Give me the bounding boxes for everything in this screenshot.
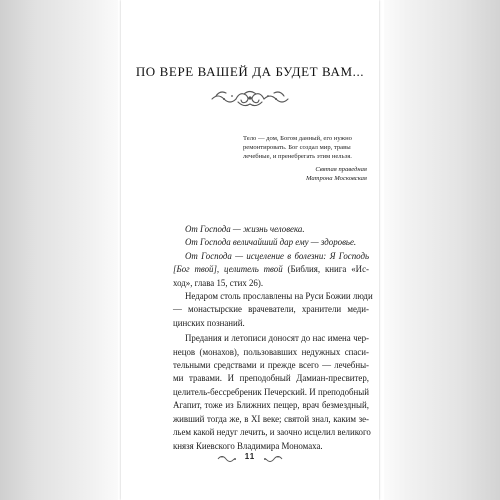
page-footer bbox=[217, 451, 283, 467]
paragraph-line: живший тогда же, в XI веке; святой знал, каким зе- bbox=[173, 413, 369, 424]
quote-line: От Господа — жизнь человека. bbox=[185, 224, 305, 234]
epigraph-attribution bbox=[243, 165, 367, 183]
paragraph-line: ми травами. И преподобный Дамиан-пресвитер, bbox=[173, 373, 369, 384]
quote-line bbox=[173, 263, 369, 276]
paragraph-line: целитель-бессребреник Печерский. И преподобный bbox=[173, 386, 369, 397]
decorative-swirl-icon bbox=[263, 454, 283, 464]
body-text bbox=[173, 223, 373, 453]
adjacent-page-right bbox=[384, 0, 500, 500]
paragraph-line: Предания и летописи доносят до нас имена чер- bbox=[185, 333, 369, 344]
paragraph-line: Агапит, тоже из Ближних пещер, врач безмездный, bbox=[173, 400, 369, 411]
epigraph-text bbox=[243, 134, 367, 162]
epigraph-line: лечебные, и пренебрегать этим нельзя. bbox=[243, 153, 352, 161]
decorative-flourish-icon bbox=[210, 89, 290, 109]
epigraph-line: Тело — дом, Богом данный, его нужно bbox=[243, 135, 352, 142]
adjacent-page-left bbox=[0, 0, 118, 500]
paragraph-line: тельными средствами и прежде всего — лечебны- bbox=[173, 360, 369, 371]
paragraph-line: Недаром столь прославлены на Руси Божии люди bbox=[185, 291, 373, 302]
quote-line: От Господа величайший дар ему — здоровье. bbox=[185, 237, 357, 248]
decorative-swirl-icon bbox=[217, 454, 237, 464]
chapter-title: ПО ВЕРЕ ВАШЕЙ ДА БУДЕТ ВАМ... bbox=[135, 64, 365, 79]
book-page bbox=[121, 0, 379, 500]
attribution-line: Матрона Московская bbox=[305, 174, 367, 182]
attribution-line: Святая праведная bbox=[315, 165, 367, 173]
paragraph-line: цинских познаний. bbox=[173, 317, 245, 328]
page-number: 11 bbox=[244, 452, 256, 461]
quote-fragment: [Бог твой], целитель твой bbox=[173, 264, 283, 275]
quote-line: От Господа — исцеление в болезни: Я Господь bbox=[185, 250, 369, 261]
citation: (Библия, книга «Ис- bbox=[287, 264, 369, 275]
paragraph-line: — монастырские врачеватели, хранители меди- bbox=[173, 304, 369, 315]
epigraph bbox=[243, 134, 367, 183]
epigraph-line: ремонтировать. Бог создал мир, травы bbox=[243, 144, 351, 152]
quote-line: ход», глава 15, стих 26). bbox=[173, 277, 264, 288]
paragraph-line: князя Киевского Владимира Мономаха. bbox=[173, 440, 323, 451]
paragraph-line: льем какой недуг лечить, и заочно исцелил великого bbox=[173, 427, 371, 438]
paragraph-line: нецов (монахов), пользовавших недужных спаси- bbox=[173, 346, 369, 357]
